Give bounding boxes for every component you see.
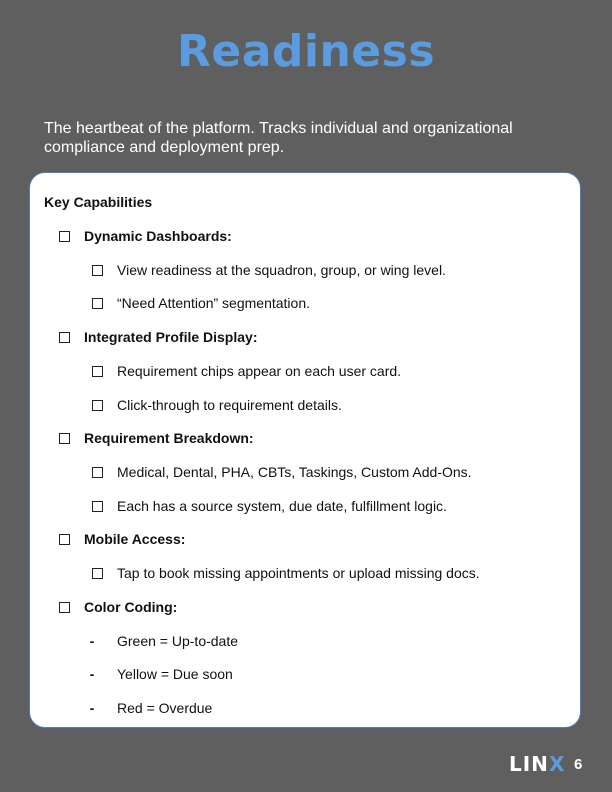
checkbox-icon <box>59 231 70 242</box>
capability-subitem: “Need Attention” segmentation. <box>92 293 103 313</box>
color-coding-item: - Yellow = Due soon <box>87 664 97 684</box>
linx-logo: LINX <box>509 752 566 776</box>
capability-subitem: View readiness at the squadron, group, or wing level. <box>92 260 103 280</box>
checkbox-icon <box>92 298 103 309</box>
intro-text: The heartbeat of the platform. Tracks individual and organizational compliance and deployment prep. <box>44 120 513 156</box>
capability-subitem: Requirement chips appear on each user card. <box>92 361 103 381</box>
capability-subitem: Tap to book missing appointments or upload missing docs. <box>92 563 103 583</box>
checkbox-icon <box>59 602 70 613</box>
checkbox-icon <box>59 433 70 444</box>
page-number: 6 <box>574 756 583 773</box>
checkbox-icon <box>92 366 103 377</box>
capability-subitem: Click-through to requirement details. <box>92 395 103 415</box>
checkbox-icon <box>59 332 70 343</box>
capability-item: Color Coding: <box>59 597 70 617</box>
capability-item: Dynamic Dashboards: <box>59 226 70 246</box>
key-capabilities-card <box>29 172 581 728</box>
checkbox-icon <box>92 265 103 276</box>
capability-subitem: Each has a source system, due date, fulfillment logic. <box>92 496 103 516</box>
checkbox-icon <box>59 534 70 545</box>
checkbox-icon <box>92 467 103 478</box>
card-heading: Key Capabilities <box>44 194 153 210</box>
checkbox-icon <box>92 400 103 411</box>
capability-item: Mobile Access: <box>59 529 70 549</box>
dash-bullet-icon: - <box>89 633 95 649</box>
checkbox-icon <box>92 501 103 512</box>
dash-bullet-icon: - <box>89 666 95 682</box>
checkbox-icon <box>92 568 103 579</box>
capability-item: Integrated Profile Display: <box>59 327 70 347</box>
color-coding-item: - Red = Overdue <box>87 698 97 718</box>
color-coding-item: - Green = Up-to-date <box>87 631 97 651</box>
capability-item: Requirement Breakdown: <box>59 428 70 448</box>
page-title: Readiness <box>176 26 436 77</box>
capability-subitem: Medical, Dental, PHA, CBTs, Taskings, Custom Add-Ons. <box>92 462 103 482</box>
dash-bullet-icon: - <box>89 700 95 716</box>
